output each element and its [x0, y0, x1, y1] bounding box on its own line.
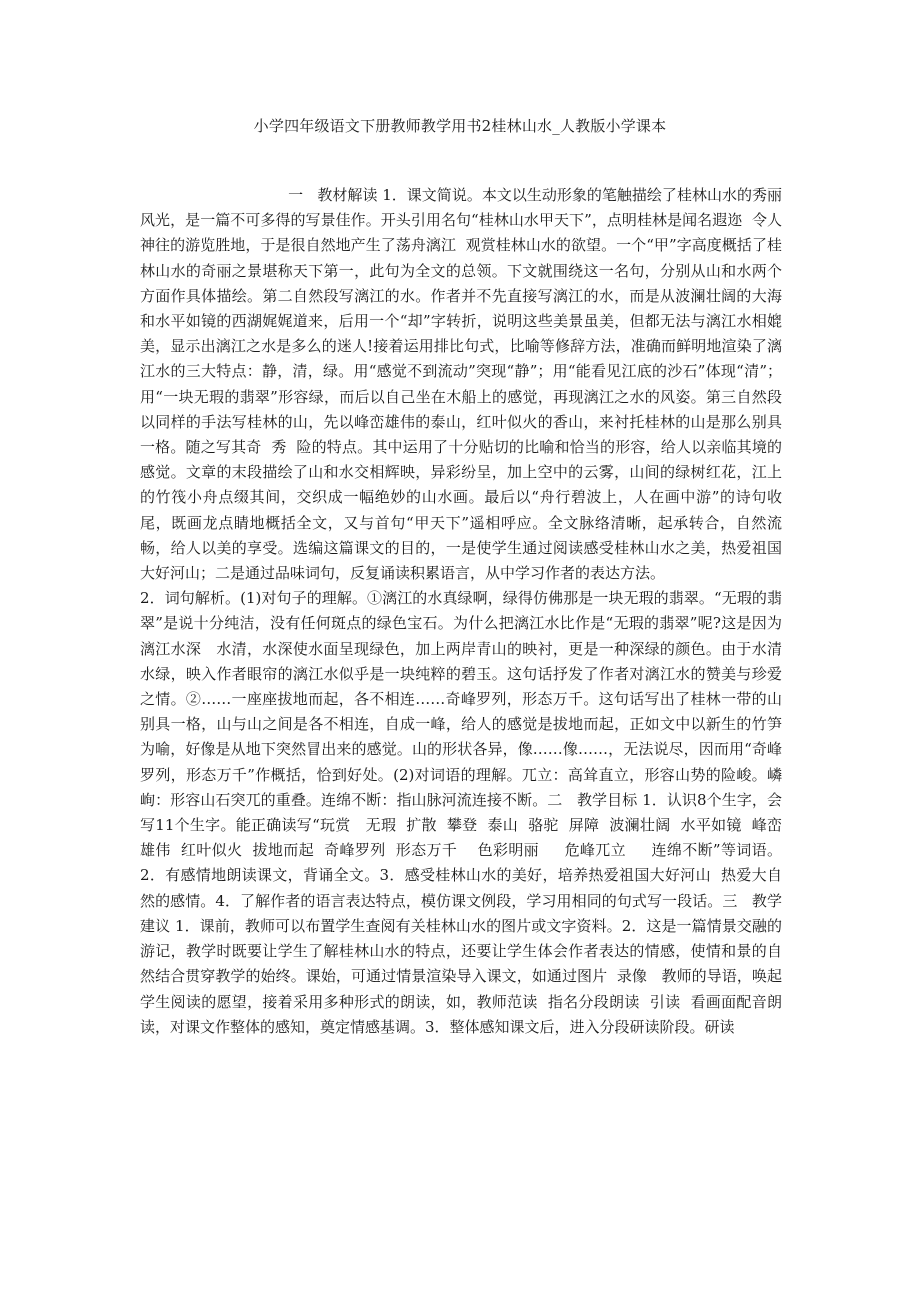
document-body-text: 一 教材解读 1．课文简说。本文以生动形象的笔触描绘了桂林山水的秀丽风光，是一篇不可多得的写景佳作。开头引用名句“桂林山水甲天下”，点明桂林是闻名遐迩 令人神往的游览胜地，于是很自然地产生了荡舟漓江 观赏桂林山水的欲望。一个“甲”字高度概括了桂林山水的奇丽之景堪称天下第一，此句为全文的总领。下文就围绕这一名句，分别从山和水两个方面作具体描绘。第二自然段写漓江的水。作者并不先直接写漓江的水，而是从波澜壮阔的大海和水平如镜的西湖娓娓道来，后用一个“却”字转折，说明这些美景虽美，但都无法与漓江水相媲美，显示出漓江之水是多么的迷人!接着运用排比句式，比喻等修辞方法，准确而鲜明地渲染了漓江水的三大特点：静，清，绿。用“感觉不到流动”突现“静”；用“能看见江底的沙石”体现“清”；用“一块无瑕的翡翠”形容绿，而后以自己坐在木船上的感觉，再现漓江之水的风姿。第三自然段以同样的手法写桂林的山，先以峰峦雄伟的泰山，红叶似火的香山，来衬托桂林的山是那么别具一格。随之写其奇 秀 险的特点。其中运用了十分贴切的比喻和恰当的形容，给人以亲临其境的感觉。文章的末段描绘了山和水交相辉映，异彩纷呈，加上空中的云雾，山间的绿树红花，江上的竹筏小舟点缀其间，交织成一幅绝妙的山水画。最后以“舟行碧波上，人在画中游”的诗句收尾，既画龙点睛地概括全文，又与首句“甲天下”遥相呼应。全文脉络清晰，起承转合，自然流畅，给人以美的享受。选编这篇课文的目的，一是使学生通过阅读感受桂林山水之美，热爱祖国大好河山；二是通过品味词句，反复诵读积累语言，从中学习作者的表达方法。 2．词句解析。(1)对句子的理解。①漓江的水真绿啊，绿得仿佛那是一块无瑕的翡翠。“无瑕的翡翠”是说十分纯洁，没有任何斑点的绿色宝石。为什么把漓江水比作是“无瑕的翡翠”呢?这是因为漓江水深 水清，水深使水面呈现绿色，加上两岸青山的映衬，更是一种深绿的颜色。由于水清 水绿，映入作者眼帘的漓江水似乎是一块纯粹的碧玉。这句话抒发了作者对漓江水的赞美与珍爱之情。②……一座座拔地而起，各不相连……奇峰罗列，形态万千。这句话写出了桂林一带的山别具一格，山与山之间是各不相连，自成一峰，给人的感觉是拔地而起，正如文中以新生的竹笋为喻，好像是从地下突然冒出来的感觉。山的形状各异，像……像……，无法说尽，因而用“奇峰罗列，形态万千”作概括，恰到好处。(2)对词语的理解。兀立：高耸直立，形容山势的险峻。嶙峋：形容山石突兀的重叠。连绵不断：指山脉河流连接不断。二 教学目标 1．认识8个生字，会写11个生字。能正确读写“玩赏 无瑕 扩散 攀登 泰山 骆驼 屏障 波澜壮阔 水平如镜 峰峦雄伟 红叶似火 拔地而起 奇峰罗列 形态万千 色彩明丽 危峰兀立 连绵不断”等词语。2．有感情地朗读课文，背诵全文。3．感受桂林山水的美好，培养热爱祖国大好河山 热爱大自然的感情。4．了解作者的语言表达特点，模仿课文例段，学习用相同的句式写一段话。三 教学建议 1．课前，教师可以布置学生查阅有关桂林山水的图片或文字资料。2．这是一篇情景交融的游记，教学时既要让学生了解桂林山水的特点，还要让学生体会作者表达的情感，使情和景的自然结合贯穿教学的始终。课始，可通过情景渲染导入课文，如通过图片 录像 教师的导语，唤起学生阅读的愿望，接着采用多种形式的朗读，如，教师范读 指名分段朗读 引读 看画面配音朗读，对课文作整体的感知，奠定情感基调。3．整体感知课文后，进入分段研读阶段。研读 [140, 186, 782, 1036]
document-title: 小学四年级语文下册教师教学用书2桂林山水_人教版小学课本 [253, 117, 667, 135]
